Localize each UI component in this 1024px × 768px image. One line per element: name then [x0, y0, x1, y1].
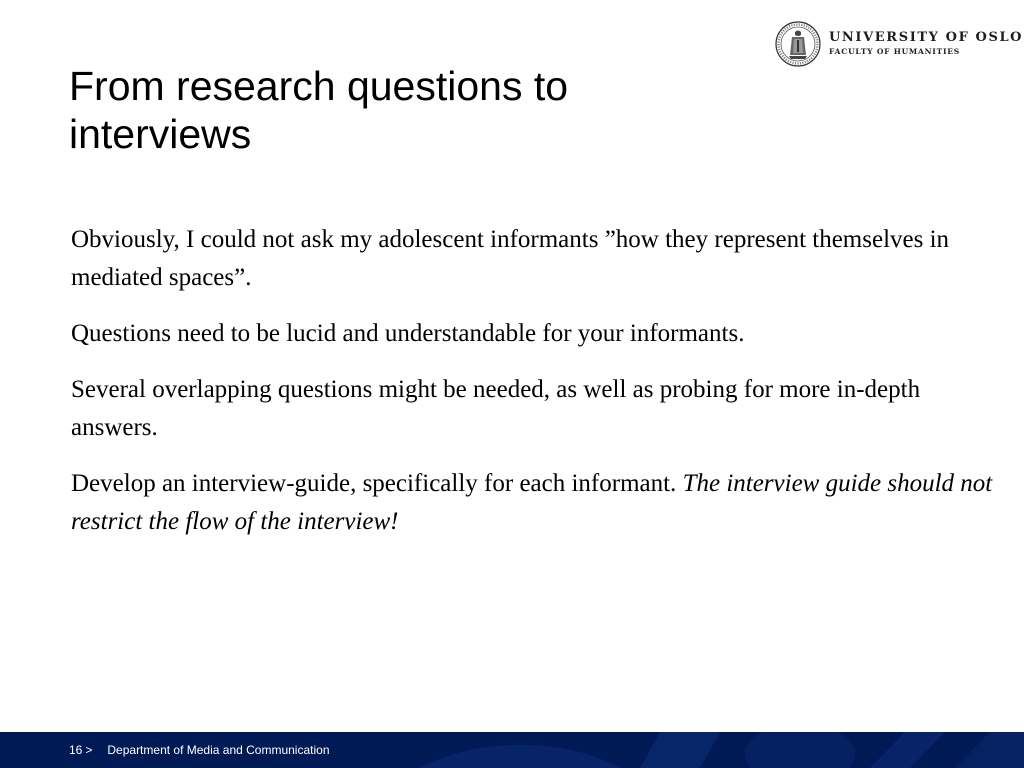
footer-bar: [0, 732, 1024, 768]
logo-text: [829, 30, 1023, 58]
paragraph-text: Questions need to be lucid and understandable for your informants.: [71, 320, 745, 347]
body-paragraph: [71, 221, 1006, 297]
slide-body: [71, 221, 1006, 559]
page-number: 16: [69, 743, 83, 757]
body-paragraph: [71, 465, 1006, 541]
department-name: Department of Media and Communication: [107, 743, 330, 757]
paragraph-text: Obviously, I could not ask my adolescent informants ”how they represent themselves in mediated spaces”.: [71, 226, 950, 291]
university-seal-icon: [775, 21, 821, 67]
slide-title: From research questions to interviews: [69, 63, 569, 157]
footer-text: [69, 743, 330, 757]
faculty-name: FACULTY OF HUMANITIES: [829, 47, 961, 56]
paragraph-text: Several overlapping questions might be needed, as well as probing for more in-depth answers.: [71, 376, 921, 441]
body-paragraph: [71, 371, 1006, 447]
page-separator: >: [85, 743, 93, 757]
university-logo: [775, 21, 1023, 67]
paragraph-emphasis: The interview guide should not restrict the flow of the interview!: [71, 470, 993, 535]
paragraph-text: Develop an interview-guide, specifically for each informant.: [71, 470, 683, 497]
body-paragraph: [71, 315, 1006, 353]
university-name: UNIVERSITY OF OSLO: [829, 30, 1024, 45]
